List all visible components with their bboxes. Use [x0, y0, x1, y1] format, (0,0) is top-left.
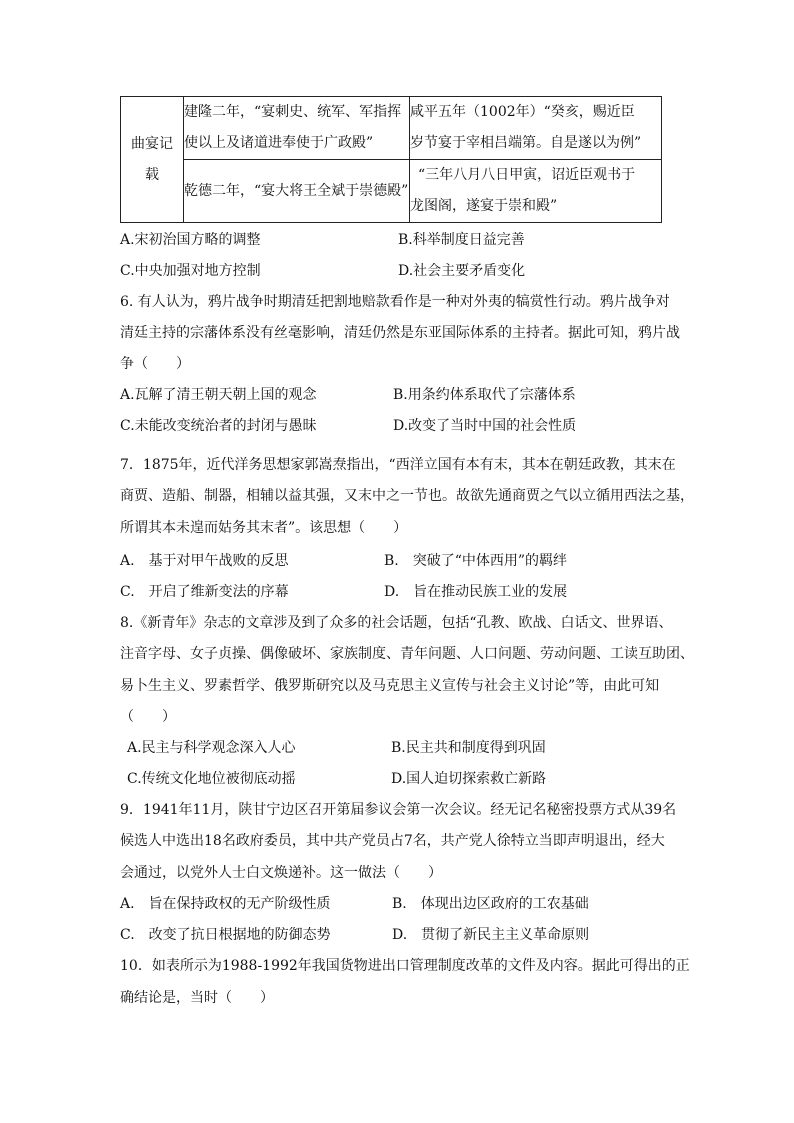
q5-option-c: C.中央加强对地方控制: [120, 263, 261, 279]
table-head-cell: [121, 97, 184, 223]
table-head-line-2: 载: [145, 166, 159, 183]
table-row2-right: [410, 160, 662, 223]
q8-line-3: 易卜生主义、罗素哲学、俄罗斯研究以及马克思主义宣传与社会主义讨论”等，由此可知: [120, 678, 660, 694]
q6-option-c: C.未能改变统治者的封闭与愚昧: [120, 418, 317, 434]
q5-option-b: B.科举制度日益完善: [398, 232, 525, 248]
q7-option-b: B. 突破了“中体西用”的羁绊: [384, 553, 568, 569]
q9-option-a: A. 旨在保持政权的无产阶级性质: [120, 896, 331, 912]
table-row2-left-line-1: 乾德二年，“宴大将王全斌于崇德殿”: [184, 182, 409, 199]
q6-option-a: A.瓦解了清王朝天朝上国的观念: [120, 387, 317, 403]
q8-line-1: 8.《新青年》杂志的文章涉及到了众多的社会话题，包括“孔教、欧战、白话文、世界语、: [120, 615, 673, 631]
q10-line-1: 10．如表所示为1988-1992年我国货物进出口管理制度改革的文件及内容。据此可得出的正: [120, 958, 690, 974]
q9-line-2: 候选人中选出18名政府委员，其中共产党员占7名，共产党人徐特立当即声明退出，经大: [120, 833, 665, 849]
q8-line-4: （ ）: [120, 709, 176, 725]
table-row2-right-line-2: 龙图阁，遂宴于崇和殿”: [410, 198, 558, 214]
q5-option-a: A.宋初治国方略的调整: [120, 232, 261, 248]
q8-option-c: C.传统文化地位被彻底动摇: [127, 771, 296, 787]
q6-option-d: D.改变了当时中国的社会性质: [393, 418, 577, 434]
q9-option-b: B. 体现出边区政府的工农基础: [392, 896, 589, 912]
table-row1-left: [184, 97, 410, 160]
q7-line-1: 7．1875年，近代洋务思想家郭嵩焘指出，“西洋立国有本有末，其本在朝廷政教，其末在: [120, 457, 676, 473]
q8-line-2: 注音字母、女子贞操、偶像破坏、家族制度、青年问题、人口问题、劳动问题、工读互助团、: [120, 646, 694, 662]
q7-line-2: 商贾、造船、制器，相辅以益其强，又末中之一节也。故欲先通商贾之气以立循用西法之基，: [120, 488, 694, 504]
q7-option-d: D. 旨在推动民族工业的发展: [384, 584, 568, 600]
banquet-records-table: [120, 96, 662, 223]
q5-option-d: D.社会主要矛盾变化: [398, 263, 526, 279]
q9-option-d: D. 贯彻了新民主主义革命原则: [392, 927, 590, 943]
table-row1-right-line-1: 咸平五年（1002年）“癸亥，赐近臣: [410, 104, 635, 120]
table-row2-left: [184, 160, 410, 223]
q7-option-a: A. 基于对甲午战败的反思: [120, 553, 289, 569]
q9-option-c: C. 改变了抗日根据地的防御态势: [120, 927, 331, 943]
q10-line-2: 确结论是，当时（ ）: [120, 990, 274, 1006]
q6-line-2: 清廷主持的宗藩体系没有丝毫影响，清廷仍然是东亚国际体系的主持者。据此可知，鸦片战: [120, 325, 680, 341]
q9-line-1: 9．1941年11月，陕甘宁边区召开第届参议会第一次会议。经无记名秘密投票方式从39名: [120, 802, 677, 818]
q9-line-3: 会通过，以党外人士白文焕递补。这一做法（ ）: [120, 865, 442, 881]
q6-line-1: 6. 有人认为，鸦片战争时期清廷把割地赔款看作是一种对外夷的犒赏性行动。鸦片战争对: [120, 294, 670, 310]
table-row1-right-line-2: 岁节宴于宰相吕端第。自是遂以为例”: [410, 135, 642, 151]
table-row1-left-line-2: 使以上及诸道进奉使于广政殿”: [184, 135, 374, 151]
q6-line-3: 争（ ）: [120, 356, 190, 372]
table-row2-right-line-1: “三年八月八日甲寅，诏近臣观书于: [418, 167, 636, 183]
q6-option-b: B.用条约体系取代了宗藩体系: [393, 387, 576, 403]
q7-line-3: 所谓其本未遑而姑务其末者”。该思想（ ）: [120, 520, 408, 536]
table-row1-left-line-1: 建隆二年，“宴刺史、统军、军指挥: [184, 104, 402, 120]
table-row1-right: [410, 97, 662, 160]
q8-option-d: D.国人迫切探索救亡新路: [391, 771, 547, 787]
q8-option-a: A.民主与科学观念深入人心: [127, 740, 296, 756]
table-head-line-1: 曲宴记: [131, 135, 173, 152]
q8-option-b: B.民主共和制度得到巩固: [391, 740, 546, 756]
q7-option-c: C. 开启了维新变法的序幕: [120, 584, 289, 600]
